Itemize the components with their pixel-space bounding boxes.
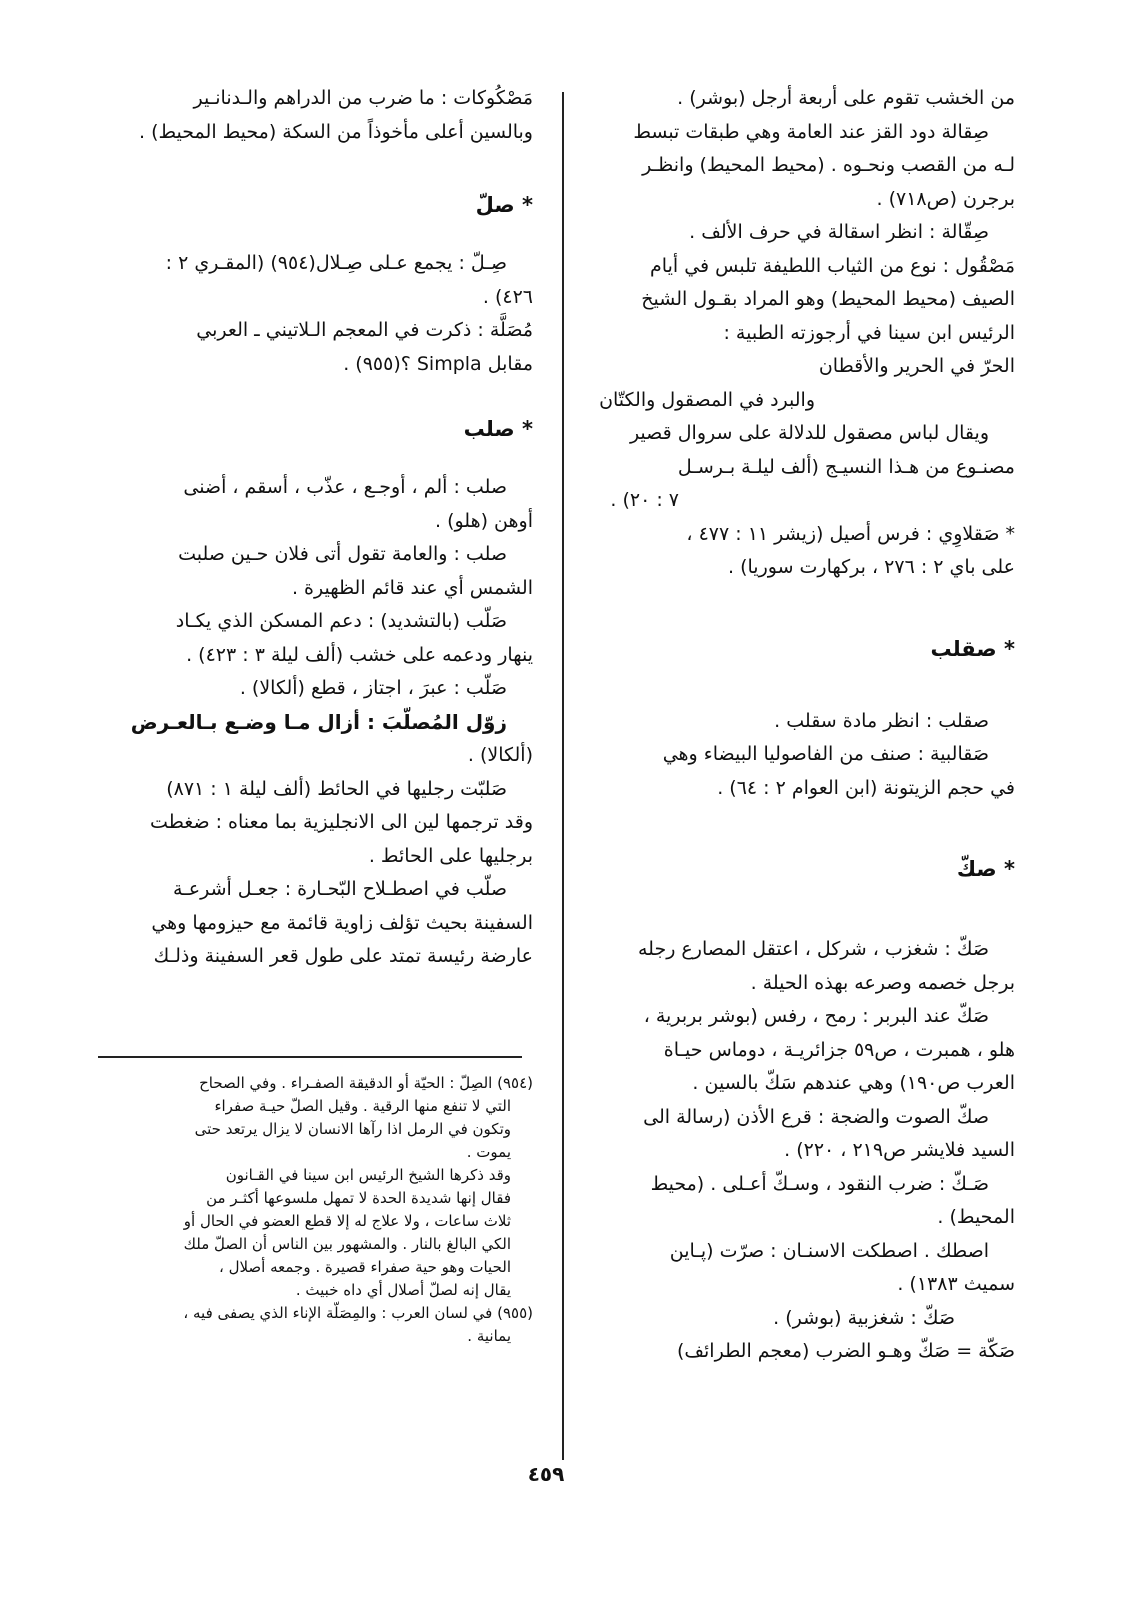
entry-headword: صَكّة = صَكّ وهـو الضرب (معجم الطرائف): [676, 1340, 1015, 1362]
verse-line: الحرّ في الحرير والأقطان: [818, 355, 1015, 377]
text-line: لـه من القصب ونحـوه . (محيط المحيط) وانظـر: [642, 154, 1015, 176]
text-line: مَصْقُول : نوع من الثياب اللطيفة تلبس في أيام: [650, 254, 1015, 277]
text-line: صِقّالة : انظر اسقالة في حرف الألف .: [689, 221, 989, 243]
text-line: أوهن (هلو) .: [434, 509, 533, 532]
text-line: عارضة رئيسة تمتد على طول قعر السفينة وذلـك: [153, 945, 533, 967]
text-line: ٤٢٦) .: [482, 285, 533, 308]
text-line: صِـلّ : يجمع عـلى صِـلال(٩٥٤) (المقـري ٢ :: [165, 252, 507, 274]
footnote-line: يموت .: [466, 1143, 511, 1161]
text-line: المحيط) .: [937, 1206, 1015, 1228]
text-line: صلب : والعامة تقول أتى فلان حـين صلبت: [178, 543, 507, 565]
text-line: صلب : ألم ، أوجـع ، عذّب ، أسقم ، أضنى: [183, 476, 507, 498]
text-line: السيد فلايشر ص٢١٩ ، ٢٢٠) .: [784, 1139, 1015, 1161]
text-line: ٧ : ٢٠) .: [610, 489, 679, 511]
footnote-line: التي لا تنفع منها الرقية . وقيل الصلّ حيـة صفراء: [214, 1097, 511, 1115]
text-line: صَكّ عند البربر : رمح ، رفس (بوشر بربرية ،: [643, 1005, 989, 1027]
text-line: ويقال لباس مصقول للدلالة على سروال قصير: [629, 422, 989, 444]
text-line: صَـكّ : ضرب النقود ، وسـكّ أعـلى . (محيط: [650, 1172, 989, 1195]
text-line: السفينة بحيث تؤلف زاوية قائمة مع حيزومها وهي: [151, 911, 533, 934]
text-line: العرب ص١٩٠) وهي عندهم سَكّ بالسين .: [692, 1072, 1015, 1094]
text-line: سميث ١٣٨٣) .: [897, 1273, 1015, 1295]
column-divider: [562, 92, 564, 1460]
text-line: اصطك . اصطكت الاسنـان : صرّت (پـاين: [669, 1239, 989, 1262]
text-line: برجل خصمه وصرعه بهذه الحيلة .: [750, 971, 1015, 994]
footnote-rule: [98, 1056, 522, 1058]
footnote-line: (٩٥٤) الصِلّ : الحيّة أو الدقيقة الصفـراء . وفي الصحاح: [199, 1074, 533, 1092]
text-line: مَصْكُوكات : ما ضرب من الدراهم والـدنانـير: [193, 87, 533, 109]
text-line: ينهار ودعمه على خشب (ألف ليلة ٣ : ٤٢٣) .: [186, 643, 533, 666]
text-line: صَكّ : شغزب ، شركل ، اعتقل المصارع رجله: [638, 938, 989, 960]
footnote-line: الحيات وهو حية صفراء قصيرة . وجمعه أصلال ،: [218, 1258, 511, 1276]
text-line: مصنـوع من هـذا النسيـج (ألف ليلـة بـرسـل: [677, 455, 1015, 478]
text-line: برجليها على الحائط .: [368, 844, 533, 867]
footnotes: [93, 1072, 533, 1348]
footnote-line: ثلاث ساعات ، ولا علاج له إلا قطع العضو في الحال أو: [183, 1212, 511, 1230]
text-line: صَقالبية : صنف من الفاصوليا البيضاء وهي: [662, 743, 989, 765]
text-line: صقلب : انظر مادة سقلب .: [774, 709, 989, 732]
section-heading-sill: * صلّ: [475, 193, 533, 217]
entry-headword: زوّل المُصلّبَ : أزال مـا وضـع بـالعـرض: [130, 709, 507, 734]
text-line: مقابل Simpla ؟(٩٥٥) .: [343, 352, 533, 375]
section-heading-salb: * صلب: [463, 417, 533, 441]
text-line: برجرن (ص٧١٨) .: [876, 187, 1015, 210]
text-line: من الخشب تقوم على أربعة أرجل (بوشر) .: [677, 87, 1015, 109]
footnote-line: فقال إنها شديدة الحدة لا تمهل ملسوعها أكثـر من: [206, 1189, 511, 1207]
text-line: وقد ترجمها لين الى الانجليزية بما معناه : ضغطت: [150, 811, 533, 833]
footnote-line: يقال إنه لصلّ أصلال أي داه خبيث .: [295, 1281, 511, 1299]
footnote-line: يمانية .: [467, 1327, 511, 1345]
text-line: صلّب في اصطـلاح البّحـارة : جعـل أشرعـة: [173, 878, 507, 900]
text-line: على باي ٢ : ٢٧٦ ، بركهارت سوريا) .: [728, 556, 1015, 578]
text-line: الرئيس ابن سينا في أرجوزته الطبية :: [723, 321, 1015, 344]
footnote-line: وتكون في الرمل اذا رآها الانسان لا يزال يرتعد حتى: [194, 1120, 511, 1138]
footnote-line: الكي البالغ بالنار . والمشهور بين الناس أن الصلّ ملك: [183, 1235, 511, 1253]
section-heading-saqlab: * صقلب: [930, 636, 1015, 661]
page-number: ٤٥٩: [527, 1462, 565, 1486]
text-line: صكّ الصوت والضجة : قرع الأذن (رسالة الى: [643, 1105, 989, 1128]
text-line: صِقالة دود القز عند العامة وهي طبقات تبسط: [633, 120, 989, 143]
entry-headword: * صَقلاوِي : فرس أصيل (زيشر ١١ : ٤٧٧ ،: [686, 522, 1015, 545]
text-line: صَلبّت رجليها في الحائط (ألف ليلة ١ : ٨٧١): [166, 777, 507, 800]
text-line: في حجم الزيتونة (ابن العوام ٢ : ٦٤) .: [717, 776, 1015, 799]
text-line: الصيف (محيط المحيط) وهو المراد بقـول الشيخ: [641, 288, 1015, 310]
left-column: [93, 82, 533, 974]
text-line: وبالسين أعلى مأخوذاً من السكة (محيط المحيط) .: [139, 120, 533, 143]
footnote-line: وقد ذكرها الشيخ الرئيس ابن سينا في القـانون: [225, 1166, 511, 1184]
text-line: صَلّب (بالتشديد) : دعم المسكن الذي يكـاد: [175, 610, 507, 632]
text-line: هلو ، همبرت ، ص٥٩ جزائريـة ، دوماس حيـاة: [663, 1038, 1015, 1061]
section-heading-sakk: * صكّ: [956, 857, 1015, 881]
entry-headword: مُصَلَّة : ذكرت في المعجم الـلاتيني ـ العربي: [196, 319, 533, 341]
text-line: (ألكالا) .: [467, 744, 533, 766]
footnote-line: (٩٥٥) في لسان العرب : والمِصَلّة الإناء الذي يصفى فيه ،: [183, 1304, 533, 1322]
text-line: الشمس أي عند قائم الظهيرة .: [291, 576, 533, 599]
right-column: [575, 82, 1015, 1369]
text-line: صَلّب : عبرَ ، اجتاز ، قطع (ألكالا) .: [239, 677, 507, 699]
text-line: صَكّ : شغزبية (بوشر) .: [773, 1306, 955, 1329]
verse-line: والبرد في المصقول والكتّان: [599, 388, 815, 411]
